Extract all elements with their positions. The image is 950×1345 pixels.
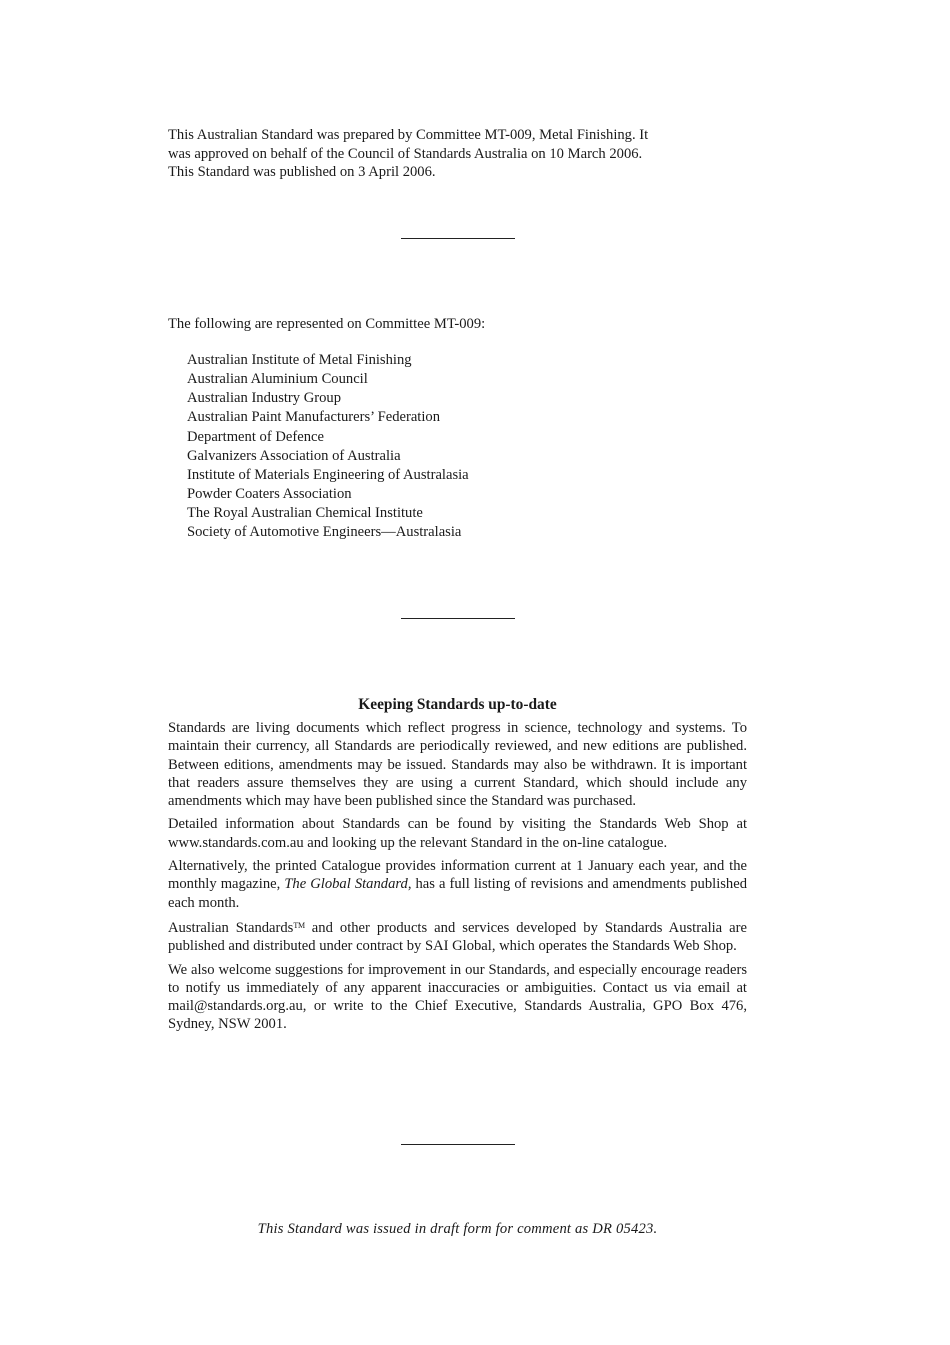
preparation-note-line-2: was approved on behalf of the Council of Standards Australia on 10 March 2006. (168, 145, 643, 162)
paragraph-text: Alternatively, the printed Catalogue provides information current at 1 January each year, and the monthly magazine, (168, 858, 747, 893)
paragraph: Detailed information about Standards can be found by visiting the Standards Web Shop at www.standards.com.au and looking up the relevant Standard in the on-line catalogue. (168, 816, 747, 851)
committee-member: Powder Coaters Association (187, 486, 352, 503)
committee-member-list (187, 351, 469, 543)
committee-member: Australian Paint Manufacturers’ Federation (187, 409, 441, 426)
trademark-mark: TM (293, 920, 305, 930)
paragraph: We also welcome suggestions for improvement in our Standards, and especially encourage readers to notify us immediately of any apparent inaccuracies or ambiguities. Contact us via email at mail@standards.org.au, or write to the Chief Executive, Standards Australia, GPO Box 476, Sydney, NSW 2001. (168, 961, 747, 1033)
committee-intro: The following are represented on Committee MT-009: (168, 316, 486, 332)
committee-member: The Royal Australian Chemical Institute (187, 505, 423, 522)
preparation-note-line-1: This Australian Standard was prepared by Committee MT-009, Metal Finishing. It (168, 127, 649, 143)
paragraph-text: and other products and services developed by Standards Australia are published and distributed under contract by SAI Global, which operates the Standards Web Shop. (168, 919, 747, 955)
section-divider (401, 238, 515, 239)
committee-member: Australian Aluminium Council (187, 371, 368, 388)
draft-note: This Standard was issued in draft form for comment as DR 05423. (257, 1221, 658, 1237)
preparation-note (168, 126, 747, 182)
committee-member: Australian Industry Group (187, 390, 342, 407)
committee-member: Department of Defence (187, 428, 324, 445)
committee-member: Australian Institute of Metal Finishing (187, 352, 412, 368)
section-divider (401, 1144, 515, 1145)
section-heading: Keeping Standards up-to-date (358, 696, 557, 713)
committee-member: Society of Automotive Engineers—Australasia (187, 524, 462, 541)
keeping-up-to-date-body (168, 719, 747, 1039)
preparation-note-line-3: This Standard was published on 3 April 2006. (168, 164, 436, 181)
section-divider (401, 618, 515, 619)
paragraph (168, 917, 747, 956)
paragraph-text: Australian Standards (168, 919, 294, 936)
publication-title: The Global Standard (284, 876, 408, 893)
committee-member: Galvanizers Association of Australia (187, 447, 401, 464)
paragraph (168, 857, 747, 912)
committee-member: Institute of Materials Engineering of Australasia (187, 466, 469, 483)
paragraph: Standards are living documents which reflect progress in science, technology and systems. To maintain their currency, all Standards are periodically reviewed, and new editions are published. Between editions, amendments may be issued. Standards may also be withdrawn. It is important that readers assure themselves they are using a current Standard, which should include any amendments which may have been published since the Standard was purchased. (168, 720, 747, 810)
paragraph-text: , has a full listing of revisions and amendments published each month. (168, 876, 747, 911)
